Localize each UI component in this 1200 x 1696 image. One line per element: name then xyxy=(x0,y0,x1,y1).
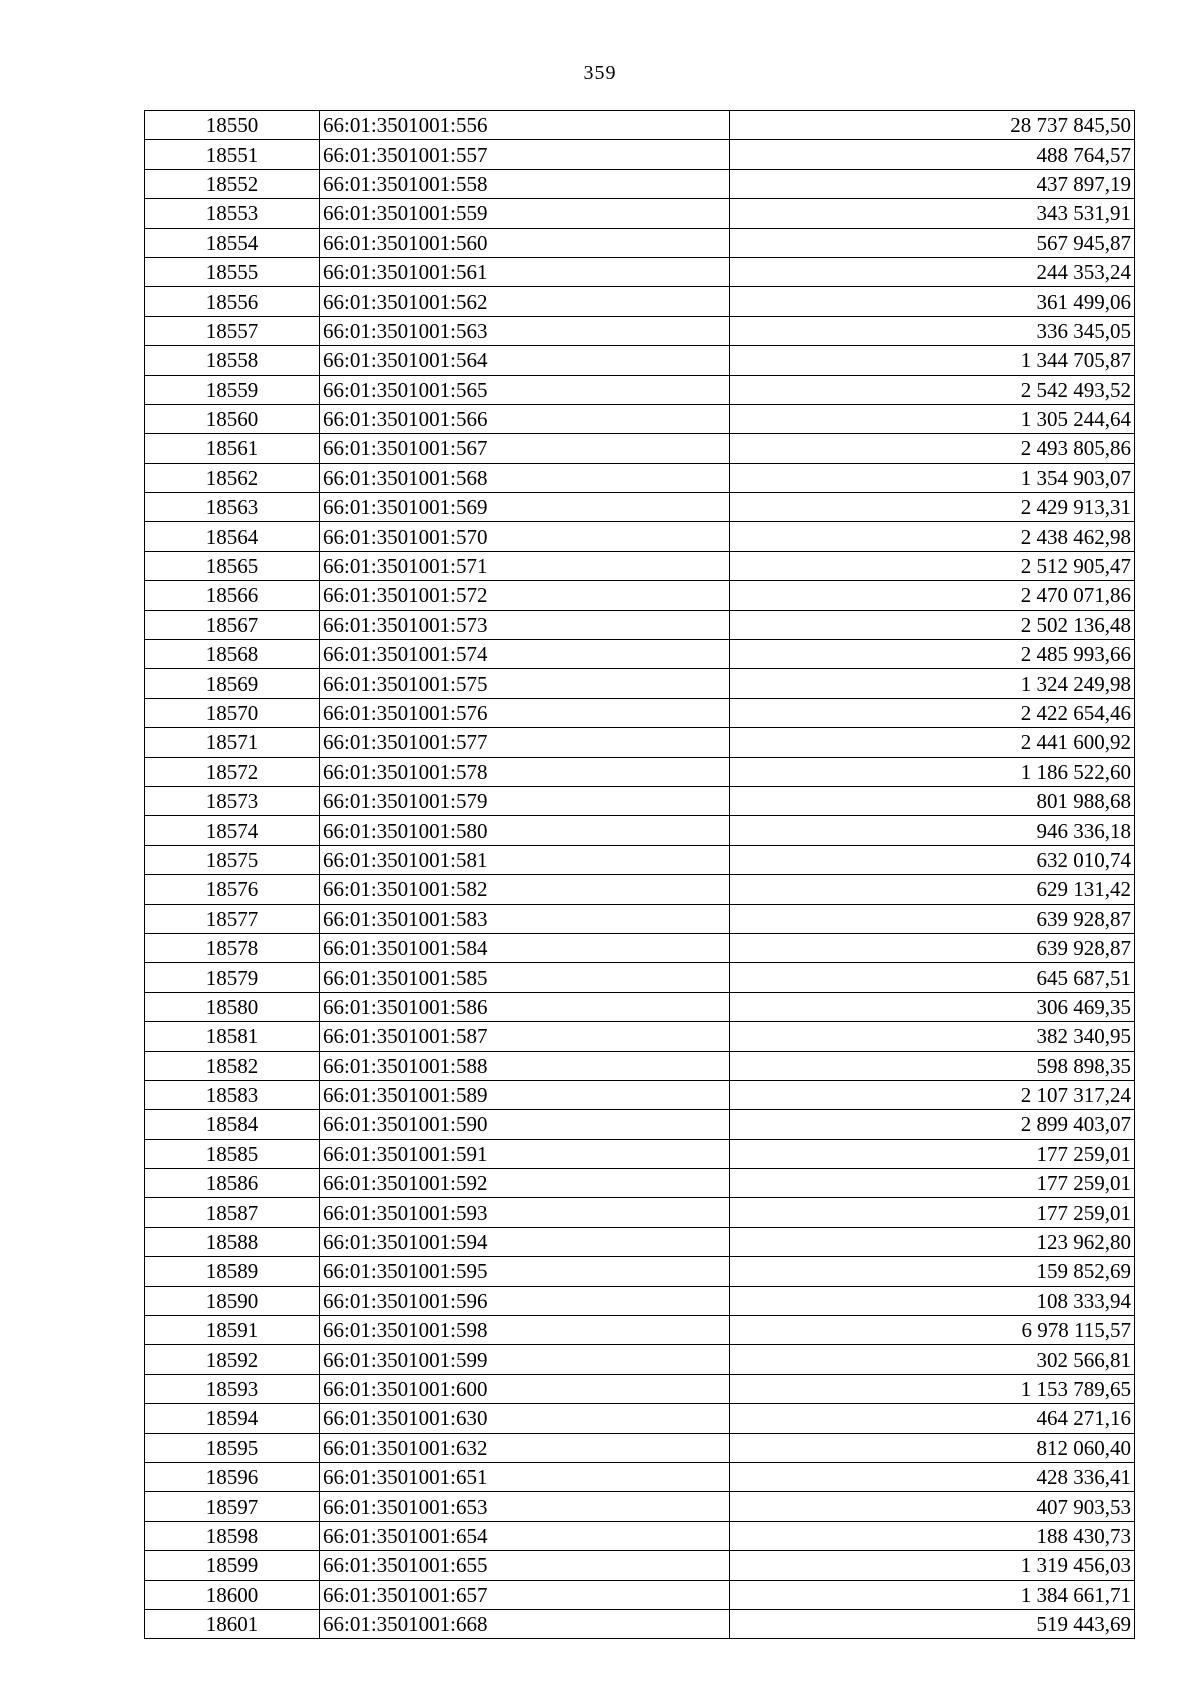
table-row xyxy=(145,933,1135,962)
cadastral-number: 66:01:3501001:578 xyxy=(320,757,730,786)
row-number: 18562 xyxy=(145,463,320,492)
cadastral-number: 66:01:3501001:573 xyxy=(320,610,730,639)
cadastral-number: 66:01:3501001:579 xyxy=(320,786,730,815)
table-row xyxy=(145,434,1135,463)
cadastral-value: 2 422 654,46 xyxy=(730,698,1135,727)
cadastral-value: 437 897,19 xyxy=(730,169,1135,198)
cadastral-number: 66:01:3501001:593 xyxy=(320,1198,730,1227)
cadastral-number: 66:01:3501001:564 xyxy=(320,346,730,375)
row-number: 18591 xyxy=(145,1316,320,1345)
row-number: 18594 xyxy=(145,1404,320,1433)
row-number: 18553 xyxy=(145,199,320,228)
cadastral-value: 361 499,06 xyxy=(730,287,1135,316)
row-number: 18585 xyxy=(145,1139,320,1168)
row-number: 18572 xyxy=(145,757,320,786)
table-row xyxy=(145,845,1135,874)
cadastral-value: 2 429 913,31 xyxy=(730,493,1135,522)
cadastral-value: 244 353,24 xyxy=(730,257,1135,286)
cadastral-number: 66:01:3501001:560 xyxy=(320,228,730,257)
cadastral-number: 66:01:3501001:600 xyxy=(320,1374,730,1403)
cadastral-value: 1 344 705,87 xyxy=(730,346,1135,375)
row-number: 18600 xyxy=(145,1580,320,1609)
cadastral-number: 66:01:3501001:563 xyxy=(320,316,730,345)
row-number: 18586 xyxy=(145,1169,320,1198)
row-number: 18561 xyxy=(145,434,320,463)
row-number: 18582 xyxy=(145,1051,320,1080)
cadastral-value: 343 531,91 xyxy=(730,199,1135,228)
cadastral-value: 2 441 600,92 xyxy=(730,728,1135,757)
cadastral-value: 2 107 317,24 xyxy=(730,1080,1135,1109)
cadastral-value: 801 988,68 xyxy=(730,786,1135,815)
cadastral-number: 66:01:3501001:561 xyxy=(320,257,730,286)
row-number: 18552 xyxy=(145,169,320,198)
cadastral-number: 66:01:3501001:558 xyxy=(320,169,730,198)
cadastral-value: 632 010,74 xyxy=(730,845,1135,874)
table-row xyxy=(145,463,1135,492)
table-row xyxy=(145,581,1135,610)
table-row xyxy=(145,1316,1135,1345)
table-row xyxy=(145,346,1135,375)
row-number: 18577 xyxy=(145,904,320,933)
cadastral-number: 66:01:3501001:599 xyxy=(320,1345,730,1374)
cadastral-value: 598 898,35 xyxy=(730,1051,1135,1080)
cadastral-number: 66:01:3501001:575 xyxy=(320,669,730,698)
cadastral-value: 2 512 905,47 xyxy=(730,551,1135,580)
table-row xyxy=(145,904,1135,933)
cadastral-value: 108 333,94 xyxy=(730,1286,1135,1315)
cadastral-value: 567 945,87 xyxy=(730,228,1135,257)
cadastral-value: 188 430,73 xyxy=(730,1521,1135,1550)
cadastral-number: 66:01:3501001:581 xyxy=(320,845,730,874)
row-number: 18576 xyxy=(145,875,320,904)
row-number: 18573 xyxy=(145,786,320,815)
row-number: 18601 xyxy=(145,1609,320,1638)
cadastral-value: 629 131,42 xyxy=(730,875,1135,904)
cadastral-number: 66:01:3501001:655 xyxy=(320,1551,730,1580)
table-row xyxy=(145,404,1135,433)
cadastral-value: 177 259,01 xyxy=(730,1198,1135,1227)
row-number: 18559 xyxy=(145,375,320,404)
row-number: 18593 xyxy=(145,1374,320,1403)
row-number: 18581 xyxy=(145,1022,320,1051)
table-row xyxy=(145,1198,1135,1227)
cadastral-number: 66:01:3501001:572 xyxy=(320,581,730,610)
cadastral-number: 66:01:3501001:587 xyxy=(320,1022,730,1051)
cadastral-number: 66:01:3501001:582 xyxy=(320,875,730,904)
table-row xyxy=(145,1374,1135,1403)
row-number: 18584 xyxy=(145,1110,320,1139)
cadastral-value: 2 502 136,48 xyxy=(730,610,1135,639)
cadastral-value: 645 687,51 xyxy=(730,963,1135,992)
table-row xyxy=(145,522,1135,551)
cadastral-value: 639 928,87 xyxy=(730,904,1135,933)
table-body xyxy=(145,111,1135,1639)
cadastral-number: 66:01:3501001:630 xyxy=(320,1404,730,1433)
cadastral-value: 159 852,69 xyxy=(730,1257,1135,1286)
cadastral-number: 66:01:3501001:568 xyxy=(320,463,730,492)
table-row xyxy=(145,1551,1135,1580)
cadastral-number: 66:01:3501001:657 xyxy=(320,1580,730,1609)
cadastral-value: 177 259,01 xyxy=(730,1139,1135,1168)
table-row xyxy=(145,169,1135,198)
table-row xyxy=(145,1492,1135,1521)
row-number: 18567 xyxy=(145,610,320,639)
table-row xyxy=(145,1110,1135,1139)
row-number: 18596 xyxy=(145,1462,320,1491)
cadastral-value: 177 259,01 xyxy=(730,1169,1135,1198)
table-row xyxy=(145,375,1135,404)
table-row xyxy=(145,963,1135,992)
table-row xyxy=(145,1169,1135,1198)
cadastral-number: 66:01:3501001:574 xyxy=(320,640,730,669)
cadastral-value: 1 319 456,03 xyxy=(730,1551,1135,1580)
cadastral-number: 66:01:3501001:569 xyxy=(320,493,730,522)
row-number: 18579 xyxy=(145,963,320,992)
cadastral-number: 66:01:3501001:651 xyxy=(320,1462,730,1491)
table-row xyxy=(145,257,1135,286)
cadastral-number: 66:01:3501001:566 xyxy=(320,404,730,433)
row-number: 18564 xyxy=(145,522,320,551)
cadastral-number: 66:01:3501001:559 xyxy=(320,199,730,228)
row-number: 18574 xyxy=(145,816,320,845)
table-row xyxy=(145,1139,1135,1168)
cadastral-value: 428 336,41 xyxy=(730,1462,1135,1491)
cadastral-value: 1 305 244,64 xyxy=(730,404,1135,433)
row-number: 18557 xyxy=(145,316,320,345)
cadastral-value: 812 060,40 xyxy=(730,1433,1135,1462)
cadastral-number: 66:01:3501001:668 xyxy=(320,1609,730,1638)
row-number: 18554 xyxy=(145,228,320,257)
row-number: 18580 xyxy=(145,992,320,1021)
table-row xyxy=(145,551,1135,580)
table-row xyxy=(145,1227,1135,1256)
cadastral-number: 66:01:3501001:598 xyxy=(320,1316,730,1345)
cadastral-number: 66:01:3501001:557 xyxy=(320,140,730,169)
cadastral-number: 66:01:3501001:632 xyxy=(320,1433,730,1462)
cadastral-number: 66:01:3501001:654 xyxy=(320,1521,730,1550)
table-row xyxy=(145,757,1135,786)
row-number: 18566 xyxy=(145,581,320,610)
table-row xyxy=(145,493,1135,522)
row-number: 18590 xyxy=(145,1286,320,1315)
cadastral-number: 66:01:3501001:586 xyxy=(320,992,730,1021)
row-number: 18563 xyxy=(145,493,320,522)
cadastral-value: 1 354 903,07 xyxy=(730,463,1135,492)
table-row xyxy=(145,1462,1135,1491)
table-row xyxy=(145,1404,1135,1433)
cadastral-number: 66:01:3501001:565 xyxy=(320,375,730,404)
table-row xyxy=(145,1345,1135,1374)
cadastral-number: 66:01:3501001:653 xyxy=(320,1492,730,1521)
row-number: 18589 xyxy=(145,1257,320,1286)
row-number: 18569 xyxy=(145,669,320,698)
page-number: 359 xyxy=(583,62,617,84)
table-row xyxy=(145,728,1135,757)
row-number: 18592 xyxy=(145,1345,320,1374)
row-number: 18570 xyxy=(145,698,320,727)
cadastral-number: 66:01:3501001:590 xyxy=(320,1110,730,1139)
row-number: 18555 xyxy=(145,257,320,286)
table-row xyxy=(145,1051,1135,1080)
cadastral-number: 66:01:3501001:588 xyxy=(320,1051,730,1080)
row-number: 18551 xyxy=(145,140,320,169)
cadastral-value-table xyxy=(144,110,1135,1639)
table-row xyxy=(145,698,1135,727)
table-row xyxy=(145,786,1135,815)
cadastral-value: 123 962,80 xyxy=(730,1227,1135,1256)
cadastral-number: 66:01:3501001:589 xyxy=(320,1080,730,1109)
cadastral-value: 488 764,57 xyxy=(730,140,1135,169)
table-row xyxy=(145,111,1135,140)
cadastral-value: 1 153 789,65 xyxy=(730,1374,1135,1403)
cadastral-number: 66:01:3501001:591 xyxy=(320,1139,730,1168)
cadastral-value: 1 324 249,98 xyxy=(730,669,1135,698)
cadastral-number: 66:01:3501001:567 xyxy=(320,434,730,463)
table-row xyxy=(145,669,1135,698)
cadastral-value: 2 493 805,86 xyxy=(730,434,1135,463)
cadastral-value: 1 186 522,60 xyxy=(730,757,1135,786)
table-row xyxy=(145,640,1135,669)
cadastral-number: 66:01:3501001:571 xyxy=(320,551,730,580)
cadastral-value: 464 271,16 xyxy=(730,1404,1135,1433)
cadastral-number: 66:01:3501001:577 xyxy=(320,728,730,757)
table-row xyxy=(145,287,1135,316)
row-number: 18587 xyxy=(145,1198,320,1227)
cadastral-value: 6 978 115,57 xyxy=(730,1316,1135,1345)
cadastral-value: 2 438 462,98 xyxy=(730,522,1135,551)
table-row xyxy=(145,1433,1135,1462)
cadastral-number: 66:01:3501001:583 xyxy=(320,904,730,933)
row-number: 18556 xyxy=(145,287,320,316)
table-row xyxy=(145,316,1135,345)
cadastral-number: 66:01:3501001:576 xyxy=(320,698,730,727)
cadastral-value: 382 340,95 xyxy=(730,1022,1135,1051)
row-number: 18550 xyxy=(145,111,320,140)
cadastral-value: 2 899 403,07 xyxy=(730,1110,1135,1139)
cadastral-value: 639 928,87 xyxy=(730,933,1135,962)
cadastral-number: 66:01:3501001:562 xyxy=(320,287,730,316)
cadastral-number: 66:01:3501001:584 xyxy=(320,933,730,962)
table-row xyxy=(145,875,1135,904)
row-number: 18599 xyxy=(145,1551,320,1580)
table-row xyxy=(145,816,1135,845)
cadastral-value: 2 485 993,66 xyxy=(730,640,1135,669)
cadastral-number: 66:01:3501001:556 xyxy=(320,111,730,140)
cadastral-value: 407 903,53 xyxy=(730,1492,1135,1521)
cadastral-value: 2 542 493,52 xyxy=(730,375,1135,404)
cadastral-value: 2 470 071,86 xyxy=(730,581,1135,610)
row-number: 18583 xyxy=(145,1080,320,1109)
table-row xyxy=(145,1521,1135,1550)
cadastral-value: 519 443,69 xyxy=(730,1609,1135,1638)
row-number: 18565 xyxy=(145,551,320,580)
table-row xyxy=(145,1609,1135,1638)
cadastral-value: 336 345,05 xyxy=(730,316,1135,345)
cadastral-number: 66:01:3501001:570 xyxy=(320,522,730,551)
table-row xyxy=(145,199,1135,228)
table-row xyxy=(145,1286,1135,1315)
table-row xyxy=(145,1257,1135,1286)
cadastral-value: 1 384 661,71 xyxy=(730,1580,1135,1609)
cadastral-number: 66:01:3501001:592 xyxy=(320,1169,730,1198)
cadastral-number: 66:01:3501001:594 xyxy=(320,1227,730,1256)
cadastral-number: 66:01:3501001:595 xyxy=(320,1257,730,1286)
row-number: 18578 xyxy=(145,933,320,962)
row-number: 18571 xyxy=(145,728,320,757)
table-row xyxy=(145,992,1135,1021)
row-number: 18558 xyxy=(145,346,320,375)
row-number: 18560 xyxy=(145,404,320,433)
cadastral-value: 306 469,35 xyxy=(730,992,1135,1021)
table-row xyxy=(145,610,1135,639)
table-row xyxy=(145,228,1135,257)
row-number: 18598 xyxy=(145,1521,320,1550)
table-row xyxy=(145,140,1135,169)
cadastral-value: 946 336,18 xyxy=(730,816,1135,845)
cadastral-number: 66:01:3501001:585 xyxy=(320,963,730,992)
row-number: 18595 xyxy=(145,1433,320,1462)
table-row xyxy=(145,1022,1135,1051)
row-number: 18568 xyxy=(145,640,320,669)
cadastral-number: 66:01:3501001:596 xyxy=(320,1286,730,1315)
table-row xyxy=(145,1080,1135,1109)
cadastral-value: 28 737 845,50 xyxy=(730,111,1135,140)
row-number: 18597 xyxy=(145,1492,320,1521)
row-number: 18575 xyxy=(145,845,320,874)
cadastral-number: 66:01:3501001:580 xyxy=(320,816,730,845)
cadastral-value: 302 566,81 xyxy=(730,1345,1135,1374)
table-row xyxy=(145,1580,1135,1609)
row-number: 18588 xyxy=(145,1227,320,1256)
